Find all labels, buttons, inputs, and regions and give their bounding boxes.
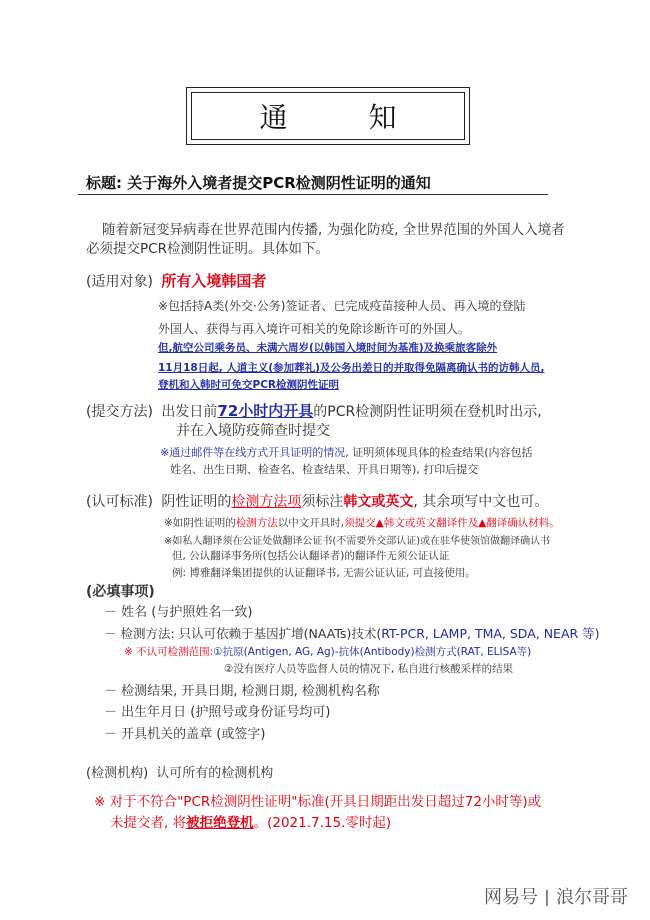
required-item-method-post: ) bbox=[594, 626, 600, 641]
submit-note-blue: ※通过邮件等在线方式开具证明的情况, bbox=[160, 446, 349, 459]
standard-text-mid: 须标注 bbox=[301, 494, 344, 510]
intro-line-1: 随着新冠变异病毒在世界范围内传播, 为强化防疫, 全世界范围的外国人入境者 bbox=[102, 222, 565, 238]
standard-note-1-red-2: 须提交▲韩文或英文翻译件及▲翻译确认材料。 bbox=[344, 517, 560, 529]
submit-line-2: 并在入境防疫筛查时提交 bbox=[176, 423, 330, 439]
institution-section bbox=[86, 762, 273, 781]
scope-exception-3: 登机和入韩时可免交PCR检测阴性证明 bbox=[158, 379, 339, 391]
required-item-name: － 姓名 (与护照姓名一致) bbox=[104, 605, 253, 620]
standard-section bbox=[86, 491, 548, 511]
submit-text-highlight: 72小时内开具 bbox=[217, 402, 314, 420]
standard-text-red-2: 韩文或英文 bbox=[343, 494, 414, 510]
required-item-results: － 检测结果, 开具日期, 检测日期, 检测机构名称 bbox=[104, 684, 380, 699]
watermark-author: 浪尔哥哥 bbox=[556, 887, 628, 908]
required-label: (必填事项) bbox=[86, 584, 155, 600]
submit-note-rest: 证明须体现具体的检查结果(内容包括 bbox=[348, 446, 533, 459]
intro-line-2: 必须提交PCR检测阴性证明。具体如下。 bbox=[86, 241, 329, 257]
standard-note-1 bbox=[164, 515, 560, 530]
submit-label: (提交方法) bbox=[86, 404, 153, 420]
required-item-method bbox=[104, 624, 600, 642]
standard-note-2: ※如私人翻译须在公证处做翻译公证书(不需要外交部认证)或在驻华使领馆做翻译确认书 bbox=[164, 536, 551, 547]
submit-text-pre: 出发日前 bbox=[161, 404, 218, 420]
required-method-note-1-blue: ①抗原(Antigen, AG, Ag)-抗体(Antibody)检测方式(RAT, ELISA等) bbox=[213, 646, 532, 658]
required-method-note-2: ②没有医疗人员等监督人员的情况下, 私自进行核酸采样的结果 bbox=[224, 663, 514, 675]
standard-label: (认可标准) bbox=[86, 494, 153, 510]
institution-label: (检测机构) bbox=[86, 766, 149, 781]
scope-exception-2: 11月18日起, 人道主义(参加葬礼)及公务出差日的并取得免隔离确认书的访韩人员, bbox=[158, 362, 545, 374]
scope-value: 所有入境韩国者 bbox=[161, 272, 267, 290]
submit-note-line-2: 姓名、出生日期、检查名、检查结果、开具日期等), 打印后提交 bbox=[170, 463, 479, 476]
standard-note-1-mid: 以中文开具时, bbox=[277, 517, 345, 529]
scope-note-1: ※包括持A类(外交·公务)签证者、已完成疫苗接种人员、再入境的登陆 bbox=[158, 299, 526, 313]
scope-exception-1: 但,航空公司乘务员、未满六周岁(以韩国入境时间为基准)及换乘旅客除外 bbox=[158, 342, 498, 354]
required-item-method-blue: RT-PCR, LAMP, TMA, SDA, NEAR 等 bbox=[381, 626, 595, 641]
notice-headline: 标题: 关于海外入境者提交PCR检测阴性证明的通知 bbox=[86, 174, 431, 192]
warning-line-2-bold: 被拒绝登机 bbox=[186, 815, 254, 831]
warning-line-2-pre: 未提交者, 将 bbox=[110, 815, 187, 831]
headline-underline bbox=[78, 194, 548, 195]
required-item-method-pre: － 检测方法: 只认可依赖于基因扩增(NAATs)技术( bbox=[104, 626, 382, 641]
warning-line-2 bbox=[110, 811, 391, 831]
required-method-note-1-red: ※ 不认可检测范围: bbox=[124, 646, 214, 658]
required-item-birthdate: － 出生年月日 (护照号或身份证号均可) bbox=[104, 705, 331, 720]
submit-note bbox=[160, 444, 533, 460]
scope-section bbox=[86, 270, 266, 291]
scope-label: (适用对象) bbox=[86, 274, 153, 290]
institution-value: 认可所有的检测机构 bbox=[156, 766, 274, 781]
standard-note-1-pre: ※如阴性证明的 bbox=[164, 517, 236, 529]
required-item-seal: － 开具机关的盖章 (或签字) bbox=[104, 727, 266, 742]
watermark bbox=[484, 883, 628, 909]
watermark-divider bbox=[546, 890, 548, 906]
standard-text-post: , 其余项写中文也可。 bbox=[413, 494, 549, 510]
required-method-note-1 bbox=[124, 644, 531, 659]
submit-text-post: 的PCR检测阴性证明须在登机时出示, bbox=[313, 404, 542, 420]
submit-section bbox=[86, 400, 542, 421]
scope-note-2: 外国人、获得与再入境许可相关的免除诊断许可的外国人。 bbox=[158, 322, 471, 336]
standard-text-red-1: 检测方法项 bbox=[231, 494, 302, 510]
standard-text-pre: 阴性证明的 bbox=[161, 494, 232, 510]
warning-line-1: ※ 对于不符合"PCR检测阴性证明"标准(开具日期距出发日超过72小时等)或 bbox=[94, 794, 542, 810]
standard-note-1-red-1: 检测方法 bbox=[235, 517, 278, 529]
page-title: 通 知 bbox=[259, 101, 433, 134]
warning-line-2-post: 。(2021.7.15.零时起) bbox=[253, 815, 392, 831]
title-box bbox=[191, 92, 465, 140]
standard-note-3: 但, 公认翻译事务所(包括公认翻译者)的翻译件无须公证认证 bbox=[172, 550, 450, 562]
standard-note-4: 例: 博雅翻译集团提供的认证翻译书, 无需公证认证, 可直接使用。 bbox=[172, 567, 476, 579]
watermark-source: 网易号 bbox=[484, 887, 538, 908]
